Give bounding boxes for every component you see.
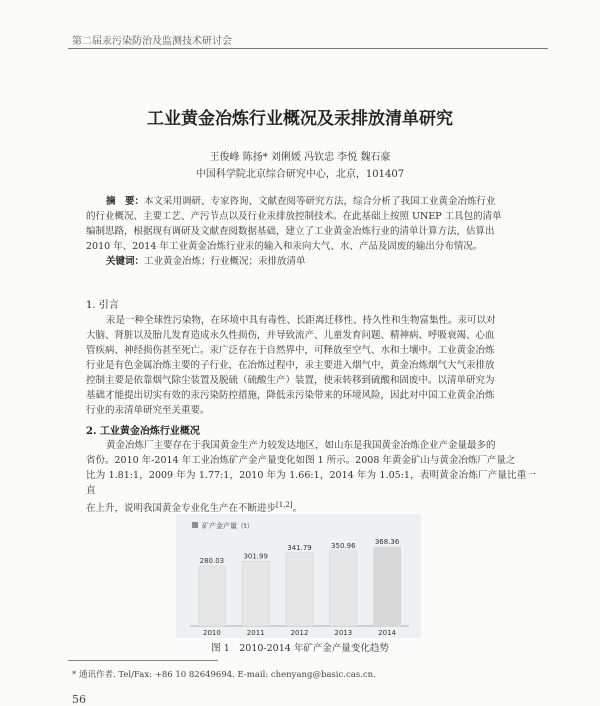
body-line: 行业是有色金属冶炼主要的子行业，在冶炼过程中，汞主要进入烟气中，黄金冶炼烟气大气汞排放	[86, 360, 495, 371]
section-overview-body	[86, 438, 536, 516]
body-line: 管疾病、神经损伤甚至死亡。汞广泛存在于自然界中，可释放至空气、水和土壤中。工业黄金冶炼	[86, 345, 495, 356]
page-number: 56	[72, 693, 86, 706]
keywords-text: 工业黄金冶炼；行业概况；汞排放清单	[144, 256, 306, 267]
x-tick-2012: 2012	[290, 629, 309, 637]
legend-label: 矿产金产量（t）	[202, 522, 254, 530]
body-line: 在上升，说明我国黄金专业化生产在不断进步	[86, 503, 277, 515]
author-list: 王俊峰 陈扬* 刘俐媛 冯钦忠 李悦 魏石豪	[209, 152, 391, 163]
figure-caption: 图 1 2010-2014 年矿产金产量变化趋势	[211, 643, 389, 654]
footnote-rule	[68, 660, 218, 661]
body-line: 黄金冶炼厂主要存在于我国黄金生产力较发达地区，如山东是我国黄金冶炼企业产金量最多的	[106, 440, 496, 451]
bar-2013	[330, 551, 357, 626]
x-tick-2013: 2013	[334, 629, 353, 637]
legend-swatch	[192, 522, 198, 528]
bar-2012	[286, 553, 313, 626]
figure-1-chart	[176, 514, 421, 638]
abstract-line: 2010 年、2014 年工业黄金冶炼行业汞的输入和汞向大气、水、产品及固废的输出分布情况。	[86, 241, 483, 252]
data-label-2011: 301.99	[243, 552, 268, 561]
data-label-2012: 341.79	[287, 543, 312, 552]
body-line: 大脑、肾脏以及胎儿发育造成永久性损伤，并导致流产、儿童发育问题、精神病、呼吸衰竭、心血	[86, 330, 495, 341]
sentence-end: 。	[292, 503, 303, 515]
abstract-line: 编制思路，根据现有调研及文献查阅数据基础，建立了工业黄金冶炼行业的清单计算方法，估算出	[86, 226, 495, 237]
body-line: 基础才能提出切实有效的汞污染防控措施，降低汞污染带来的环境风险，因此对中国工业黄金冶炼	[86, 390, 495, 401]
header-rule	[68, 48, 548, 49]
paper-title: 工业黄金冶炼行业概况及汞排放清单研究	[147, 109, 453, 129]
data-label-2010: 280.03	[199, 557, 225, 565]
footnote: * 通讯作者. Tel/Fax: +86 10 82649694. E-mail: chenyang@basic.cas.cn.	[72, 670, 376, 680]
abstract	[86, 194, 536, 269]
data-label-2014: 368.36	[374, 538, 400, 547]
body-line: 汞是一种全球性污染物，在环境中具有毒性、长距离迁移性、持久性和生物富集性。汞可以对	[106, 315, 496, 326]
bar-2011	[242, 561, 269, 626]
abstract-line: 的行业概况、主要工艺、产污节点以及行业汞排放控制技术。在此基础上按照 UNEP 工具包的清单	[86, 211, 502, 222]
x-tick-2014: 2014	[378, 629, 397, 637]
body-line: 比为 1.81:1，2009 年为 1.77:1，2010 年为 1.66:1，2014 年为 1.05:1，表明黄金冶炼厂产量比重一直	[86, 470, 536, 496]
body-line: 行业的汞清单研究至关重要。	[86, 405, 210, 416]
section-heading-intro: 1. 引言	[86, 300, 119, 311]
section-intro-body	[86, 313, 536, 418]
abstract-label: 摘 要：	[106, 196, 145, 207]
section-heading-overview: 2. 工业黄金冶炼行业概况	[86, 426, 200, 437]
affiliation: 中国科学院北京综合研究中心，北京，101407	[195, 169, 405, 180]
x-tick-2011: 2011	[246, 629, 265, 637]
keywords-label: 关键词：	[106, 256, 145, 267]
bar-2014	[374, 547, 401, 626]
citation: [1,2]	[276, 501, 293, 509]
data-label-2013: 350.96	[331, 541, 356, 550]
bar-chart	[176, 514, 421, 638]
body-line: 省份。2010 年-2014 年工业冶炼矿产金产量变化如图 1 所示。2008 年黄金矿山与黄金冶炼厂产量之	[86, 455, 516, 466]
abstract-line: 本文采用调研、专家咨询、文献查阅等研究方法，综合分析了我国工业黄金冶炼行业	[144, 196, 496, 207]
x-tick-2010: 2010	[202, 629, 221, 637]
body-line: 控制主要是依靠烟气除尘装置及脱硫（硫酸生产）装置，使汞转移到硫酸和固废中。以清单研究为	[86, 375, 495, 386]
bar-2010	[198, 566, 225, 626]
running-header: 第二届汞污染防治及监测技术研讨会	[72, 36, 232, 47]
